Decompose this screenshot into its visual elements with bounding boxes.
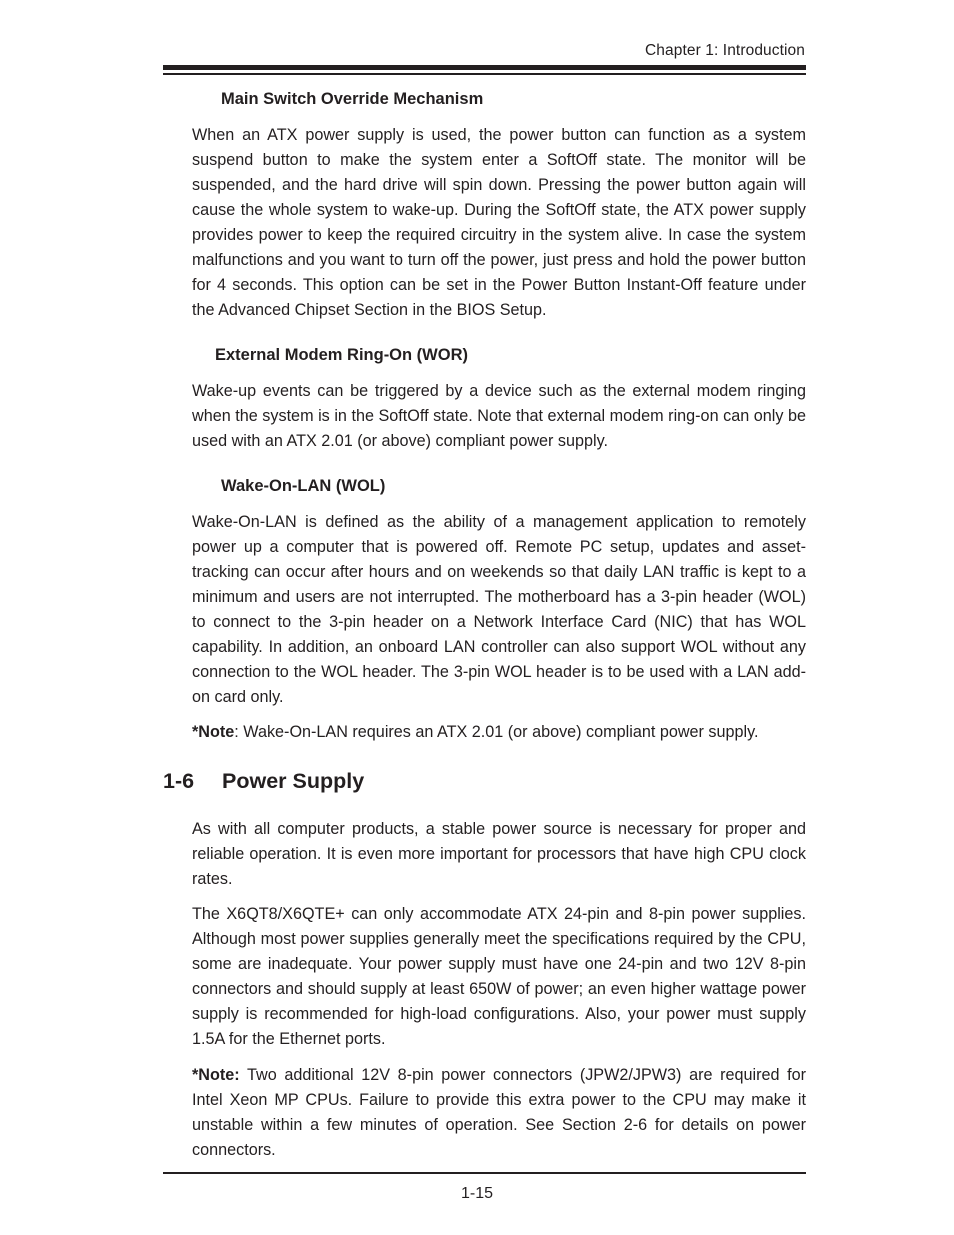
paragraph-power-2: The X6QT8/X6QTE+ can only accommodate ATX 24-pin and 8-pin power supplies. Although most power supplies generally meet the specifications required by the CPU, some are inadequate. Your power supply must have one 24-pin and two 12V 8-pin connectors and should supply at least 650W of power; an even higher wattage power supply is recommended for high-load configurations. Also, your power must supply 1.5A for the Ethernet ports.: [192, 905, 806, 1048]
paragraph-wol: Wake-On-LAN is defined as the ability of a management application to remotely power up a computer that is powered off. Remote PC setup, updates and asset-tracking can occur after hours and on weekends so that daily LAN traffic is kept to a minimum and users are not interrupted. The motherboard has a 3-pin header (WOL) to connect to the 3-pin header on a Network Interface Card (NIC) that has WOL capability. In addition, an onboard LAN controller can also support WOL without any connection to the WOL header. The 3-pin WOL header is to be used with a LAN add-on card only.: [192, 513, 806, 706]
page-number: 1-15: [460, 1185, 494, 1202]
header-rule-thick: [163, 65, 806, 70]
note-wol: [192, 720, 806, 745]
paragraph-wor: Wake-up events can be triggered by a device such as the external modem ringing when the system is in the SoftOff state. Note that external modem ring-on can only be used with an ATX 2.01 (or above) compliant power supply.: [192, 382, 806, 450]
note-text: : Wake-On-LAN requires an ATX 2.01 (or above) compliant power supply.: [234, 723, 759, 741]
header-rule-thin: [163, 73, 806, 75]
note-label: *Note:: [192, 1066, 240, 1084]
section-title-power-supply: [163, 768, 364, 794]
footer-rule: [163, 1172, 806, 1174]
paragraph-main-switch: When an ATX power supply is used, the power button can function as a system suspend button to make the system enter a SoftOff state. The monitor will be suspended, and the hard drive will spin down. Pressing the power button again will cause the whole system to wake-up. During the SoftOff state, the ATX power supply provides power to keep the required circuitry in the system alive. In case the system malfunctions and you want to turn off the power, just press and hold the power button for 4 seconds. This option can be set in the Power Button Instant-Off feature under the Advanced Chipset Section in the BIOS Setup.: [192, 126, 806, 319]
note-power: [192, 1063, 806, 1163]
section-title: Power Supply: [222, 769, 365, 793]
paragraph-power-1: As with all computer products, a stable power source is necessary for proper and reliable operation. It is even more important for processors that have high CPU clock rates.: [192, 820, 806, 888]
note-text: Two additional 12V 8-pin power connectors (JPW2/JPW3) are required for Intel Xeon MP CPUs. Failure to provide this extra power to the CPU may make it unstable within a few minutes of operation. See Section 2-6 for details on power connectors.: [192, 1066, 806, 1159]
note-label: *Note: [192, 723, 235, 741]
heading-wor: External Modem Ring-On (WOR): [215, 346, 468, 364]
chapter-header: Chapter 1: Introduction: [645, 42, 805, 59]
heading-wol: Wake-On-LAN (WOL): [221, 477, 386, 495]
section-number: 1-6: [163, 769, 195, 793]
heading-main-switch: Main Switch Override Mechanism: [221, 90, 484, 108]
